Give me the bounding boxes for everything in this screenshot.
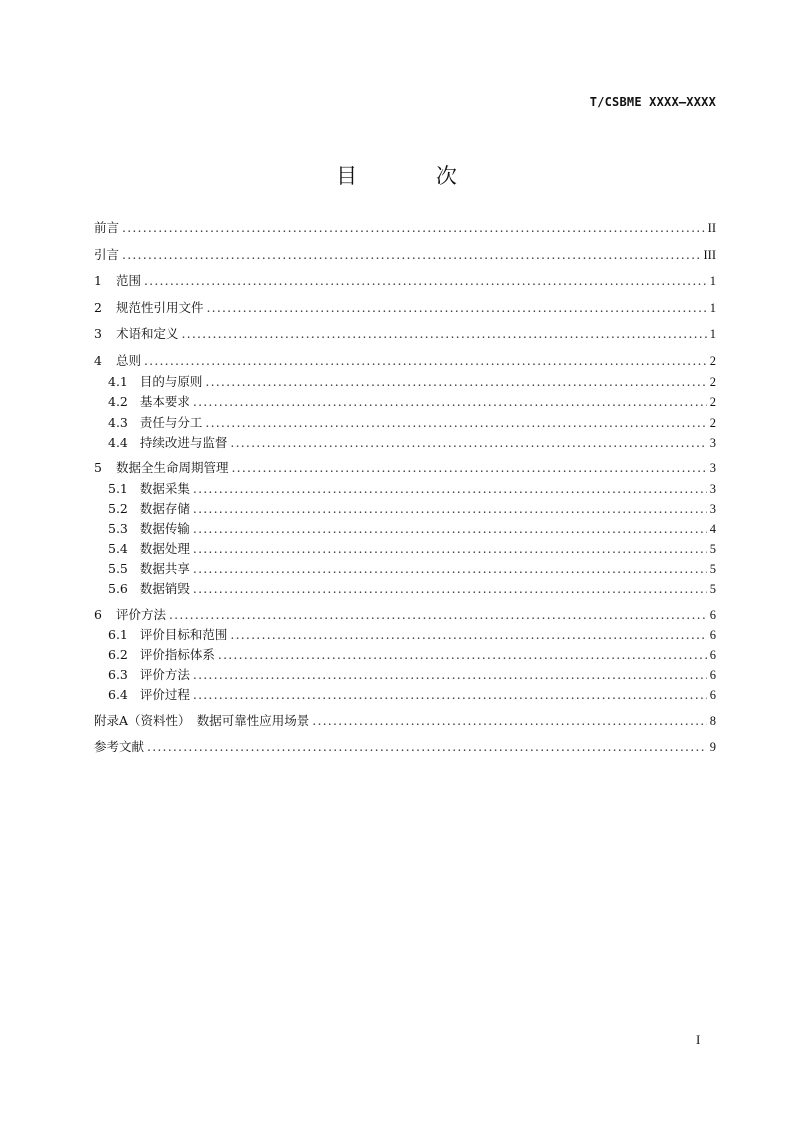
toc-entry-label: 范围 — [115, 273, 141, 288]
toc-entry-label: 数据采集 — [139, 481, 190, 496]
toc-entry-number: 6 — [94, 607, 102, 622]
toc-leader-dots — [193, 581, 707, 596]
toc-entry-page: 1 — [709, 301, 716, 315]
toc-entry-number: 4.4 — [108, 435, 128, 450]
toc-entry-number: 6.1 — [108, 627, 128, 642]
toc-entry-label: 责任与分工 — [139, 415, 203, 430]
toc-leader-dots — [312, 713, 706, 728]
toc-entry-page: 6 — [709, 688, 716, 702]
toc-leader-dots — [205, 374, 706, 389]
toc-leader-dots — [193, 501, 707, 516]
toc-entry-page: 8 — [709, 714, 716, 728]
toc-leader-dots — [206, 300, 706, 315]
toc-entry-label: 持续改进与监督 — [139, 435, 228, 450]
toc-entry[interactable] — [94, 458, 716, 474]
toc-entry-page: 2 — [709, 354, 716, 368]
toc-entry-number: 5.5 — [108, 561, 128, 576]
toc-entry-label: 数据销毁 — [139, 581, 190, 596]
toc-leader-dots — [147, 739, 707, 754]
toc-entry[interactable] — [94, 737, 716, 753]
toc-entry-page: 3 — [709, 436, 716, 450]
toc-entry-number: 4 — [94, 353, 102, 368]
toc-entry-label: 术语和定义 — [115, 326, 179, 341]
toc-leader-dots — [193, 561, 707, 576]
toc-entry[interactable] — [108, 499, 716, 515]
toc-entry-number: 4.2 — [108, 394, 128, 409]
toc-entry[interactable] — [108, 645, 716, 661]
toc-entry-number: 3 — [94, 326, 102, 341]
toc-entry-label: 数据传输 — [139, 521, 190, 536]
toc-entry-label: 数据处理 — [139, 541, 190, 556]
toc-entry[interactable] — [108, 625, 716, 641]
toc-entry-label: 引言 — [94, 247, 120, 262]
toc-entry[interactable] — [94, 218, 716, 234]
toc-entry-label: 附录A（资料性） 数据可靠性应用场景 — [94, 713, 310, 728]
toc-leader-dots — [205, 415, 706, 430]
toc-entry[interactable] — [94, 351, 716, 367]
toc-entry-label: 规范性引用文件 — [115, 300, 204, 315]
toc-entry[interactable] — [108, 579, 716, 595]
toc-entry-page: 3 — [709, 502, 716, 516]
toc-leader-dots — [181, 326, 706, 341]
toc-entry-page: 6 — [709, 608, 716, 622]
toc-entry-label: 数据共享 — [139, 561, 190, 576]
toc-leader-dots — [169, 607, 707, 622]
toc-entry-page: 5 — [709, 542, 716, 556]
toc-leader-dots — [193, 521, 707, 536]
toc-entry-number: 4.1 — [108, 374, 128, 389]
toc-leader-dots — [193, 541, 707, 556]
toc-leader-dots — [230, 435, 706, 450]
toc-entry[interactable] — [94, 298, 716, 314]
toc-entry[interactable] — [108, 479, 716, 495]
page-title: 目 次 — [336, 164, 493, 188]
toc-leader-dots — [193, 667, 707, 682]
toc-leader-dots — [193, 687, 707, 702]
toc-leader-dots — [230, 627, 706, 642]
toc-entry-label: 总则 — [115, 353, 141, 368]
toc-entry-page: III — [703, 248, 716, 262]
toc-leader-dots — [122, 247, 700, 262]
toc-entry-page: 6 — [709, 628, 716, 642]
toc-entry-page: 5 — [709, 582, 716, 596]
toc-entry-page: 1 — [709, 274, 716, 288]
toc-entry-number: 1 — [94, 273, 102, 288]
toc-entry[interactable] — [108, 685, 716, 701]
toc-entry-page: 6 — [709, 648, 716, 662]
toc-entry-page: 2 — [709, 375, 716, 389]
toc-entry-number: 2 — [94, 300, 102, 315]
toc-entry-page: 6 — [709, 668, 716, 682]
toc-entry-label: 评价指标体系 — [139, 647, 215, 662]
toc-entry-label: 评价过程 — [139, 687, 190, 702]
toc-entry[interactable] — [94, 324, 716, 340]
toc-leader-dots — [193, 481, 707, 496]
toc-entry[interactable] — [94, 271, 716, 287]
toc-entry-number: 6.2 — [108, 647, 128, 662]
toc-entry-number: 5 — [94, 460, 102, 475]
toc-entry[interactable] — [108, 433, 716, 449]
toc-entry[interactable] — [108, 392, 716, 408]
toc-entry[interactable] — [108, 413, 716, 429]
toc-entry[interactable] — [108, 372, 716, 388]
toc-entry-page: 4 — [709, 522, 716, 536]
toc-entry-page: 5 — [709, 562, 716, 576]
toc-leader-dots — [122, 220, 705, 235]
toc-entry-number: 5.3 — [108, 521, 128, 536]
toc-leader-dots — [231, 460, 706, 475]
toc-leader-dots — [144, 273, 707, 288]
toc-entry-label: 数据全生命周期管理 — [115, 460, 229, 475]
toc-entry-page: 3 — [709, 482, 716, 496]
toc-leader-dots — [193, 394, 707, 409]
toc-entry-label: 评价方法 — [139, 667, 190, 682]
toc-entry-page: II — [707, 221, 716, 235]
toc-entry-label: 目的与原则 — [139, 374, 203, 389]
toc-entry-label: 参考文献 — [94, 739, 145, 754]
toc-entry[interactable] — [94, 245, 716, 261]
toc-entry-page: 2 — [709, 416, 716, 430]
toc-entry-number: 5.2 — [108, 501, 128, 516]
toc-entry[interactable] — [108, 559, 716, 575]
toc-entry-label: 基本要求 — [139, 394, 190, 409]
footer-page-number: I — [696, 1032, 701, 1047]
toc-entry-page: 1 — [709, 327, 716, 341]
toc-entry-page: 3 — [709, 461, 716, 475]
toc-entry-number: 6.4 — [108, 687, 128, 702]
toc-entry[interactable] — [108, 519, 716, 535]
toc-entry-page: 9 — [709, 740, 716, 754]
toc-entry-label: 评价目标和范围 — [139, 627, 228, 642]
toc-entry-page: 2 — [709, 395, 716, 409]
toc-entry-number: 4.3 — [108, 415, 128, 430]
toc-entry[interactable] — [108, 539, 716, 555]
toc-entry-number: 5.4 — [108, 541, 128, 556]
toc-entry-number: 6.3 — [108, 667, 128, 682]
document-code: T/CSBME XXXX—XXXX — [589, 95, 716, 109]
toc-entry[interactable] — [108, 665, 716, 681]
toc-entry-number: 5.1 — [108, 481, 128, 496]
toc-entry[interactable] — [94, 711, 716, 727]
toc-entry-number: 5.6 — [108, 581, 128, 596]
toc-entry[interactable] — [94, 605, 716, 621]
toc-leader-dots — [144, 353, 707, 368]
toc-entry-label: 前言 — [94, 220, 120, 235]
toc-entry-label: 数据存储 — [139, 501, 190, 516]
toc-leader-dots — [218, 647, 707, 662]
toc-entry-label: 评价方法 — [115, 607, 166, 622]
